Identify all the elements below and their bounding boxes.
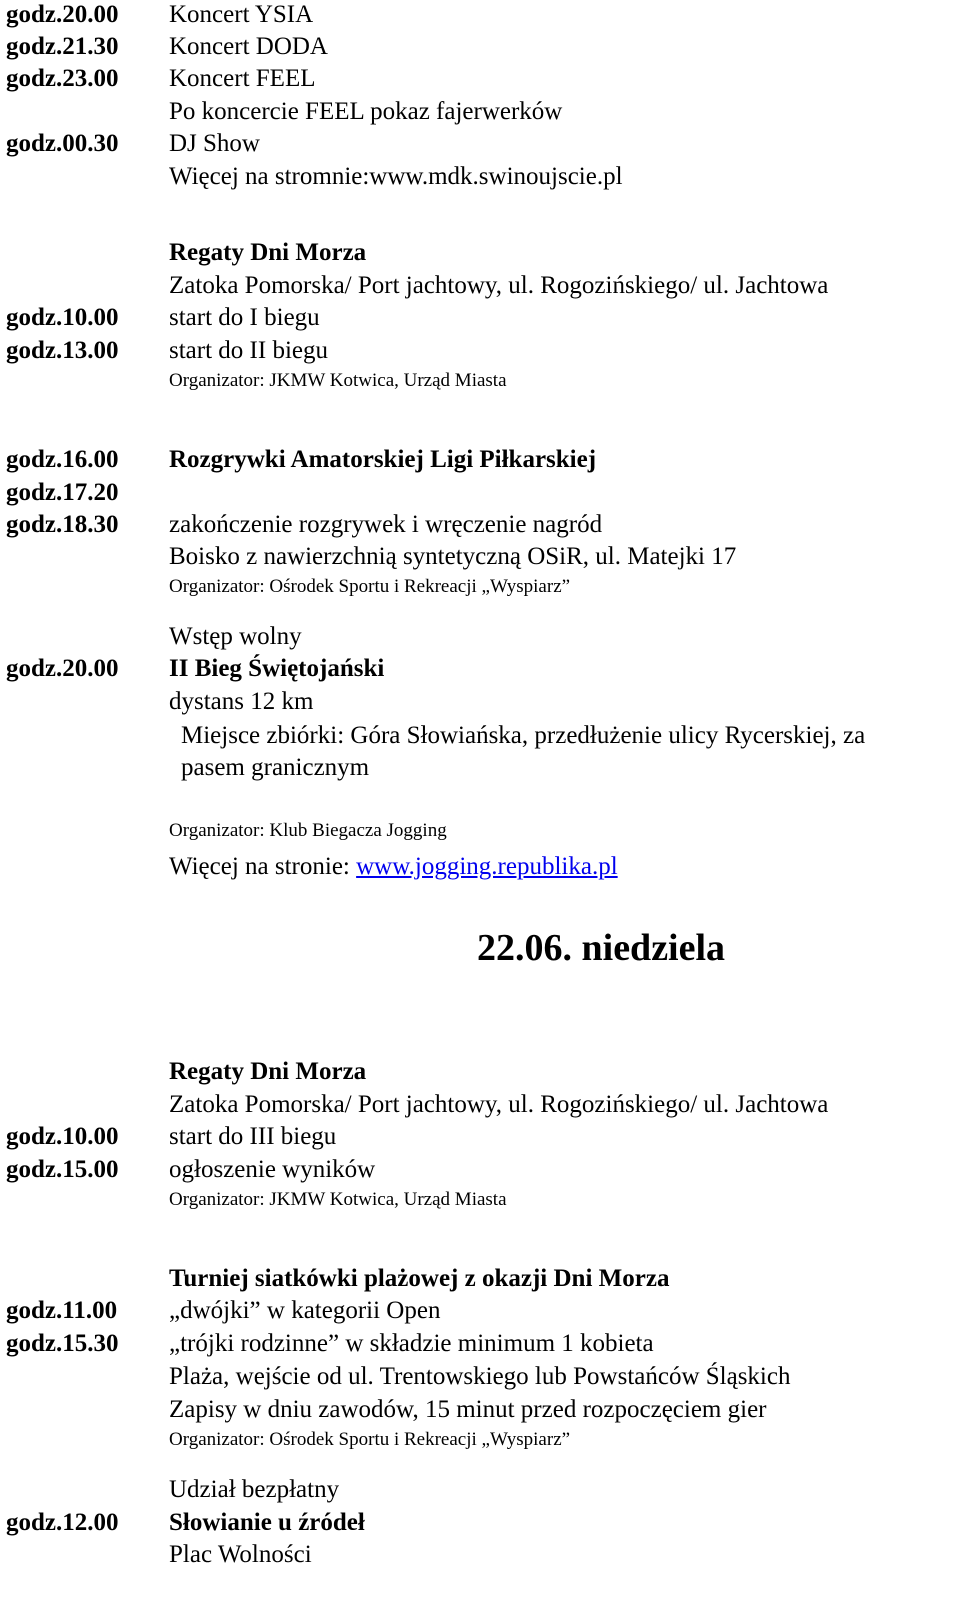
time-label: godz.20.00 <box>6 655 119 682</box>
time-label: godz.10.00 <box>6 304 119 331</box>
event-location: Zatoka Pomorska/ Port jachtowy, ul. Rogozińskiego/ ul. Jachtowa <box>169 272 829 299</box>
time-label: godz.15.00 <box>6 1156 119 1183</box>
time-label: godz.18.30 <box>6 511 119 538</box>
event-title: Słowianie u źródeł <box>169 1509 365 1536</box>
event-title: II Bieg Świętojański <box>169 655 385 682</box>
event-location: Plaża, wejście od ul. Trentowskiego lub Powstańców Śląskich <box>169 1363 791 1390</box>
day-heading: 22.06. niedziela <box>477 927 726 969</box>
time-label: godz.12.00 <box>6 1509 119 1536</box>
time-label: godz.21.30 <box>6 33 119 60</box>
event-more-info <box>169 852 618 882</box>
time-label: godz.00.30 <box>6 130 119 157</box>
time-label: godz.16.00 <box>6 446 119 473</box>
event-line: start do II biegu <box>169 337 328 364</box>
event-line: Po koncercie FEEL pokaz fajerwerków <box>169 98 563 125</box>
time-label: godz.17.20 <box>6 479 119 506</box>
event-line: DJ Show <box>169 130 260 157</box>
more-info-label: Więcej na stronie: <box>169 853 357 880</box>
event-title: Regaty Dni Morza <box>169 239 367 266</box>
event-title: Regaty Dni Morza <box>169 1058 367 1085</box>
event-location: pasem granicznym <box>181 754 370 781</box>
event-line: „trójki rodzinne” w składzie minimum 1 kobieta <box>169 1330 654 1357</box>
event-line: Koncert FEEL <box>169 65 316 92</box>
time-label: godz.23.00 <box>6 65 119 92</box>
event-line: Więcej na stromnie:www.mdk.swinoujscie.pl <box>169 163 623 190</box>
event-location: Boisko z nawierzchnią syntetyczną OSiR, ul. Matejki 17 <box>169 543 737 570</box>
event-line: Koncert DODA <box>169 33 328 60</box>
event-line: Koncert YSIA <box>169 1 314 28</box>
event-line: Zapisy w dniu zawodów, 15 minut przed rozpoczęciem gier <box>169 1396 767 1423</box>
event-line: dystans 12 km <box>169 688 314 715</box>
event-location: Miejsce zbiórki: Góra Słowiańska, przedłużenie ulicy Rycerskiej, za <box>181 722 866 749</box>
event-organizer: Organizator: Ośrodek Sportu i Rekreacji „Wyspiarz” <box>169 1429 571 1450</box>
event-organizer: Organizator: JKMW Kotwica, Urząd Miasta <box>169 370 507 391</box>
event-organizer: Organizator: JKMW Kotwica, Urząd Miasta <box>169 1189 507 1210</box>
time-label: godz.15.30 <box>6 1330 119 1357</box>
event-location: Plac Wolności <box>169 1541 312 1568</box>
event-organizer: Organizator: Ośrodek Sportu i Rekreacji „Wyspiarz” <box>169 576 571 597</box>
time-label: godz.13.00 <box>6 337 119 364</box>
time-label: godz.20.00 <box>6 1 119 28</box>
jogging-link[interactable]: www.jogging.republika.pl <box>356 853 618 880</box>
event-line: start do I biegu <box>169 304 320 331</box>
event-line: „dwójki” w kategorii Open <box>169 1297 441 1324</box>
event-line: Wstęp wolny <box>169 623 302 650</box>
time-label: godz.10.00 <box>6 1123 119 1150</box>
event-line: zakończenie rozgrywek i wręczenie nagród <box>169 511 603 538</box>
event-line: ogłoszenie wyników <box>169 1156 376 1183</box>
event-organizer: Organizator: Klub Biegacza Jogging <box>169 820 447 841</box>
event-line: Udział bezpłatny <box>169 1476 340 1503</box>
event-location: Zatoka Pomorska/ Port jachtowy, ul. Rogozińskiego/ ul. Jachtowa <box>169 1091 829 1118</box>
time-label: godz.11.00 <box>6 1297 118 1324</box>
event-title: Rozgrywki Amatorskiej Ligi Piłkarskiej <box>169 446 597 473</box>
event-line: start do III biegu <box>169 1123 337 1150</box>
event-title: Turniej siatkówki plażowej z okazji Dni Morza <box>169 1265 670 1292</box>
